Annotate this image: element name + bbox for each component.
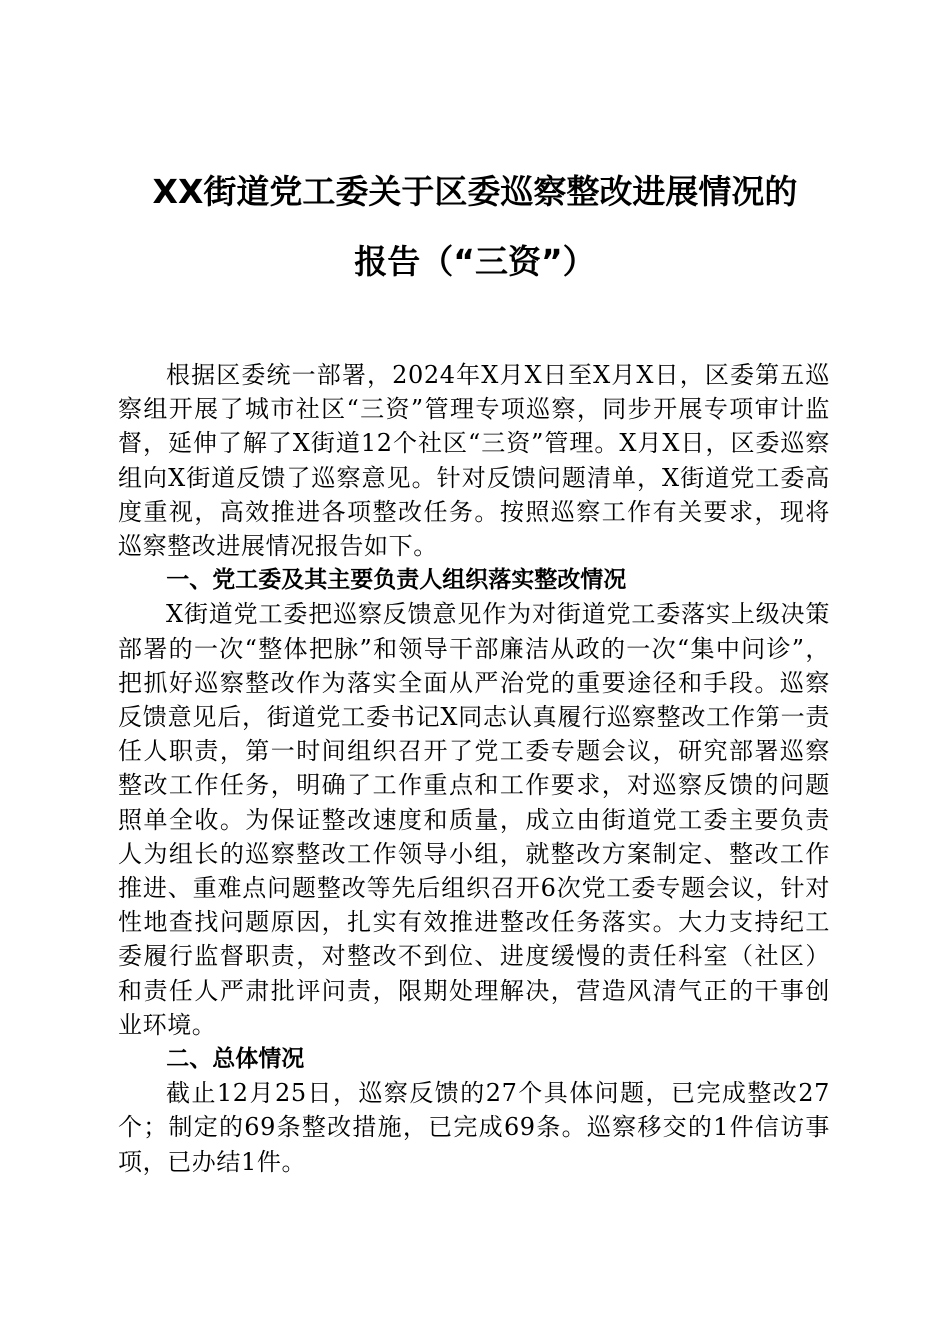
- intro-paragraph: 根据区委统一部署，2024年X月X日至X月X日，区委第五巡察组开展了城市社区“三资”管理专项巡察，同步开展专项审计监督，延伸了解了X街道12个社区“三资”管理。X月X日，区委巡察组向X街道反馈了巡察意见。针对反馈问题清单，X街道党工委高度重视，高效推进各项整改任务。按照巡察工作有关要求，现将巡察整改进展情况报告如下。: [118, 361, 830, 561]
- section-2-paragraph: 截止12月25日，巡察反馈的27个具体问题，已完成整改27个；制定的69条整改措施，已完成69条。巡察移交的1件信访事项，已办结1件。: [118, 1079, 830, 1176]
- section-1-paragraph: X街道党工委把巡察反馈意见作为对街道党工委落实上级决策部署的一次“整体把脉”和领导干部廉洁从政的一次“集中问诊”，把抓好巡察整改作为落实全面从严治党的重要途径和手段。巡察反馈意见后，街道党工委书记X同志认真履行巡察整改工作第一责任人职责，第一时间组织召开了党工委专题会议，研究部署巡察整改工作任务，明确了工作重点和工作要求，对巡察反馈的问题照单全收。为保证整改速度和质量，成立由街道党工委主要负责人为组长的巡察整改工作领导小组，就整改方案制定、整改工作推进、重难点问题整改等先后组织召开6次党工委专题会议，针对性地查找问题原因，扎实有效推进整改任务落实。大力支持纪工委履行监督职责，对整改不到位、进度缓慢的责任科室（社区）和责任人严肃批评问责，限期处理解决，营造风清气正的干事创业环境。: [118, 600, 830, 1039]
- section-heading-1: 一、党工委及其主要负责人组织落实整改情况: [166, 567, 627, 594]
- section-heading-2: 二、总体情况: [166, 1046, 305, 1073]
- document-title-line-2: 报告（“三资”）: [354, 242, 596, 281]
- document-title-line-1: XX街道党工委关于区委巡察整改进展情况的: [152, 172, 798, 211]
- document-body: [118, 358, 830, 1179]
